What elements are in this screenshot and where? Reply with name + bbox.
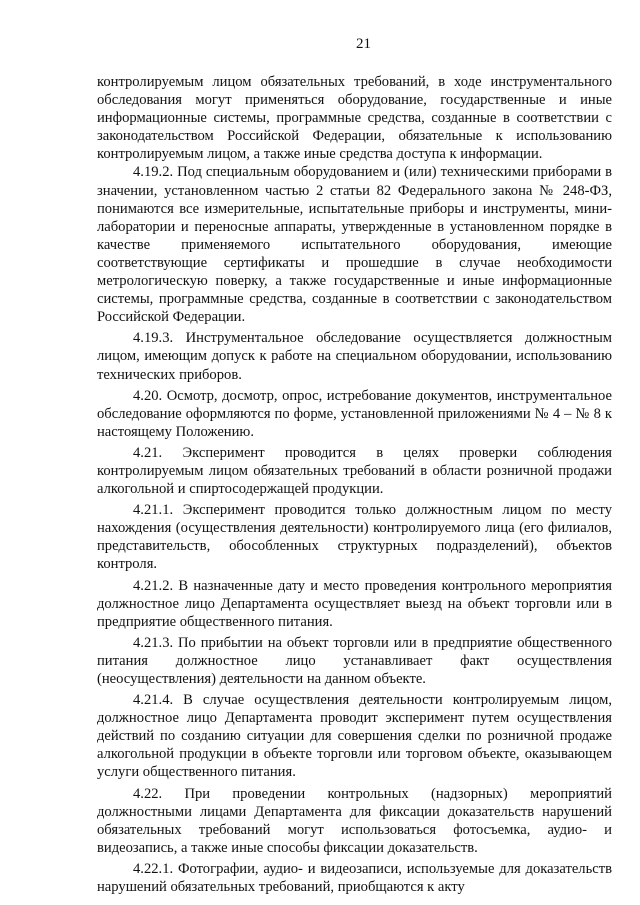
page-number: 21 <box>356 36 371 52</box>
paragraph-4-21-3: 4.21.3. По прибытии на объект торговли или в предприятие общественного питания должностное лицо устанавливает факт осуществления (неосуществления) деятельности на данном объекте. <box>97 634 612 687</box>
paragraph-4-19-3: 4.19.3. Инструментальное обследование осуществляется должностным лицом, имеющим допуск к работе на специальном оборудовании, использованию технических приборов. <box>97 330 612 383</box>
paragraph-4-19-2: 4.19.2. Под специальным оборудованием и (или) техническими приборами в значении, установленном частью 2 статьи 82 Федерального закона № 248-ФЗ, понимаются все измерительные, испытательные приборы и инструменты, мини-лаборатории и переносные аппараты, утвержденные в установленном порядке в качестве применяемого испытательного оборудования, имеющие соответствующие сертификаты и прошедшие в случае необходимости метрологическую поверку, а также государственные и иные информационные системы, программные средства, созданные в соответствии с законодательством Российской Федерации. <box>97 164 612 326</box>
paragraph-4-21-1: 4.21.1. Эксперимент проводится только должностным лицом по месту нахождения (осуществления деятельности) контролируемого лица (его филиалов, представительств, обособленных структурных подразделений), объектов контроля. <box>97 502 612 573</box>
paragraph-4-21-4: 4.21.4. В случае осуществления деятельности контролируемым лицом, должностное лицо Департамента проводит эксперимент путем осуществления действий по созданию ситуации для совершения сделки по розничной продаже алкогольной продукции в объекте торговли или торговом объекте, оказывающем услуги общественного питания. <box>97 692 612 781</box>
paragraph-4-21: 4.21. Эксперимент проводится в целях проверки соблюдения контролируемым лицом обязательных требований в области розничной продажи алкогольной и спиртосодержащей продукции. <box>97 444 612 498</box>
paragraph-continuation: контролируемым лицом обязательных требований, в ходе инструментального обследования могут применяться оборудование, государственные и иные информационные системы, программные средства, созданные в соответствии с законодательством Российской Федерации, обязательные к использованию контролируемым лицом, а также иные средства доступа к информации. <box>97 74 612 163</box>
paragraph-4-22-1: 4.22.1. Фотографии, аудио- и видеозаписи, используемые для доказательств нарушений обязательных требований, приобщаются к акту <box>97 860 612 896</box>
paragraph-4-22: 4.22. При проведении контрольных (надзорных) мероприятий должностными лицами Департамента для фиксации доказательств нарушений обязательных требований могут использоваться фотосъемка, аудио- и видеозапись, а также иные способы фиксации доказательств. <box>97 785 612 856</box>
paragraph-4-20: 4.20. Осмотр, досмотр, опрос, истребование документов, инструментальное обследование оформляются по форме, установленной приложениями № 4 – № 8 к настоящему Положению. <box>97 387 612 440</box>
paragraph-4-21-2: 4.21.2. В назначенные дату и место проведения контрольного мероприятия должностное лицо Департамента осуществляет выезд на объект торговли или в предприятие общественного питания. <box>97 577 612 630</box>
